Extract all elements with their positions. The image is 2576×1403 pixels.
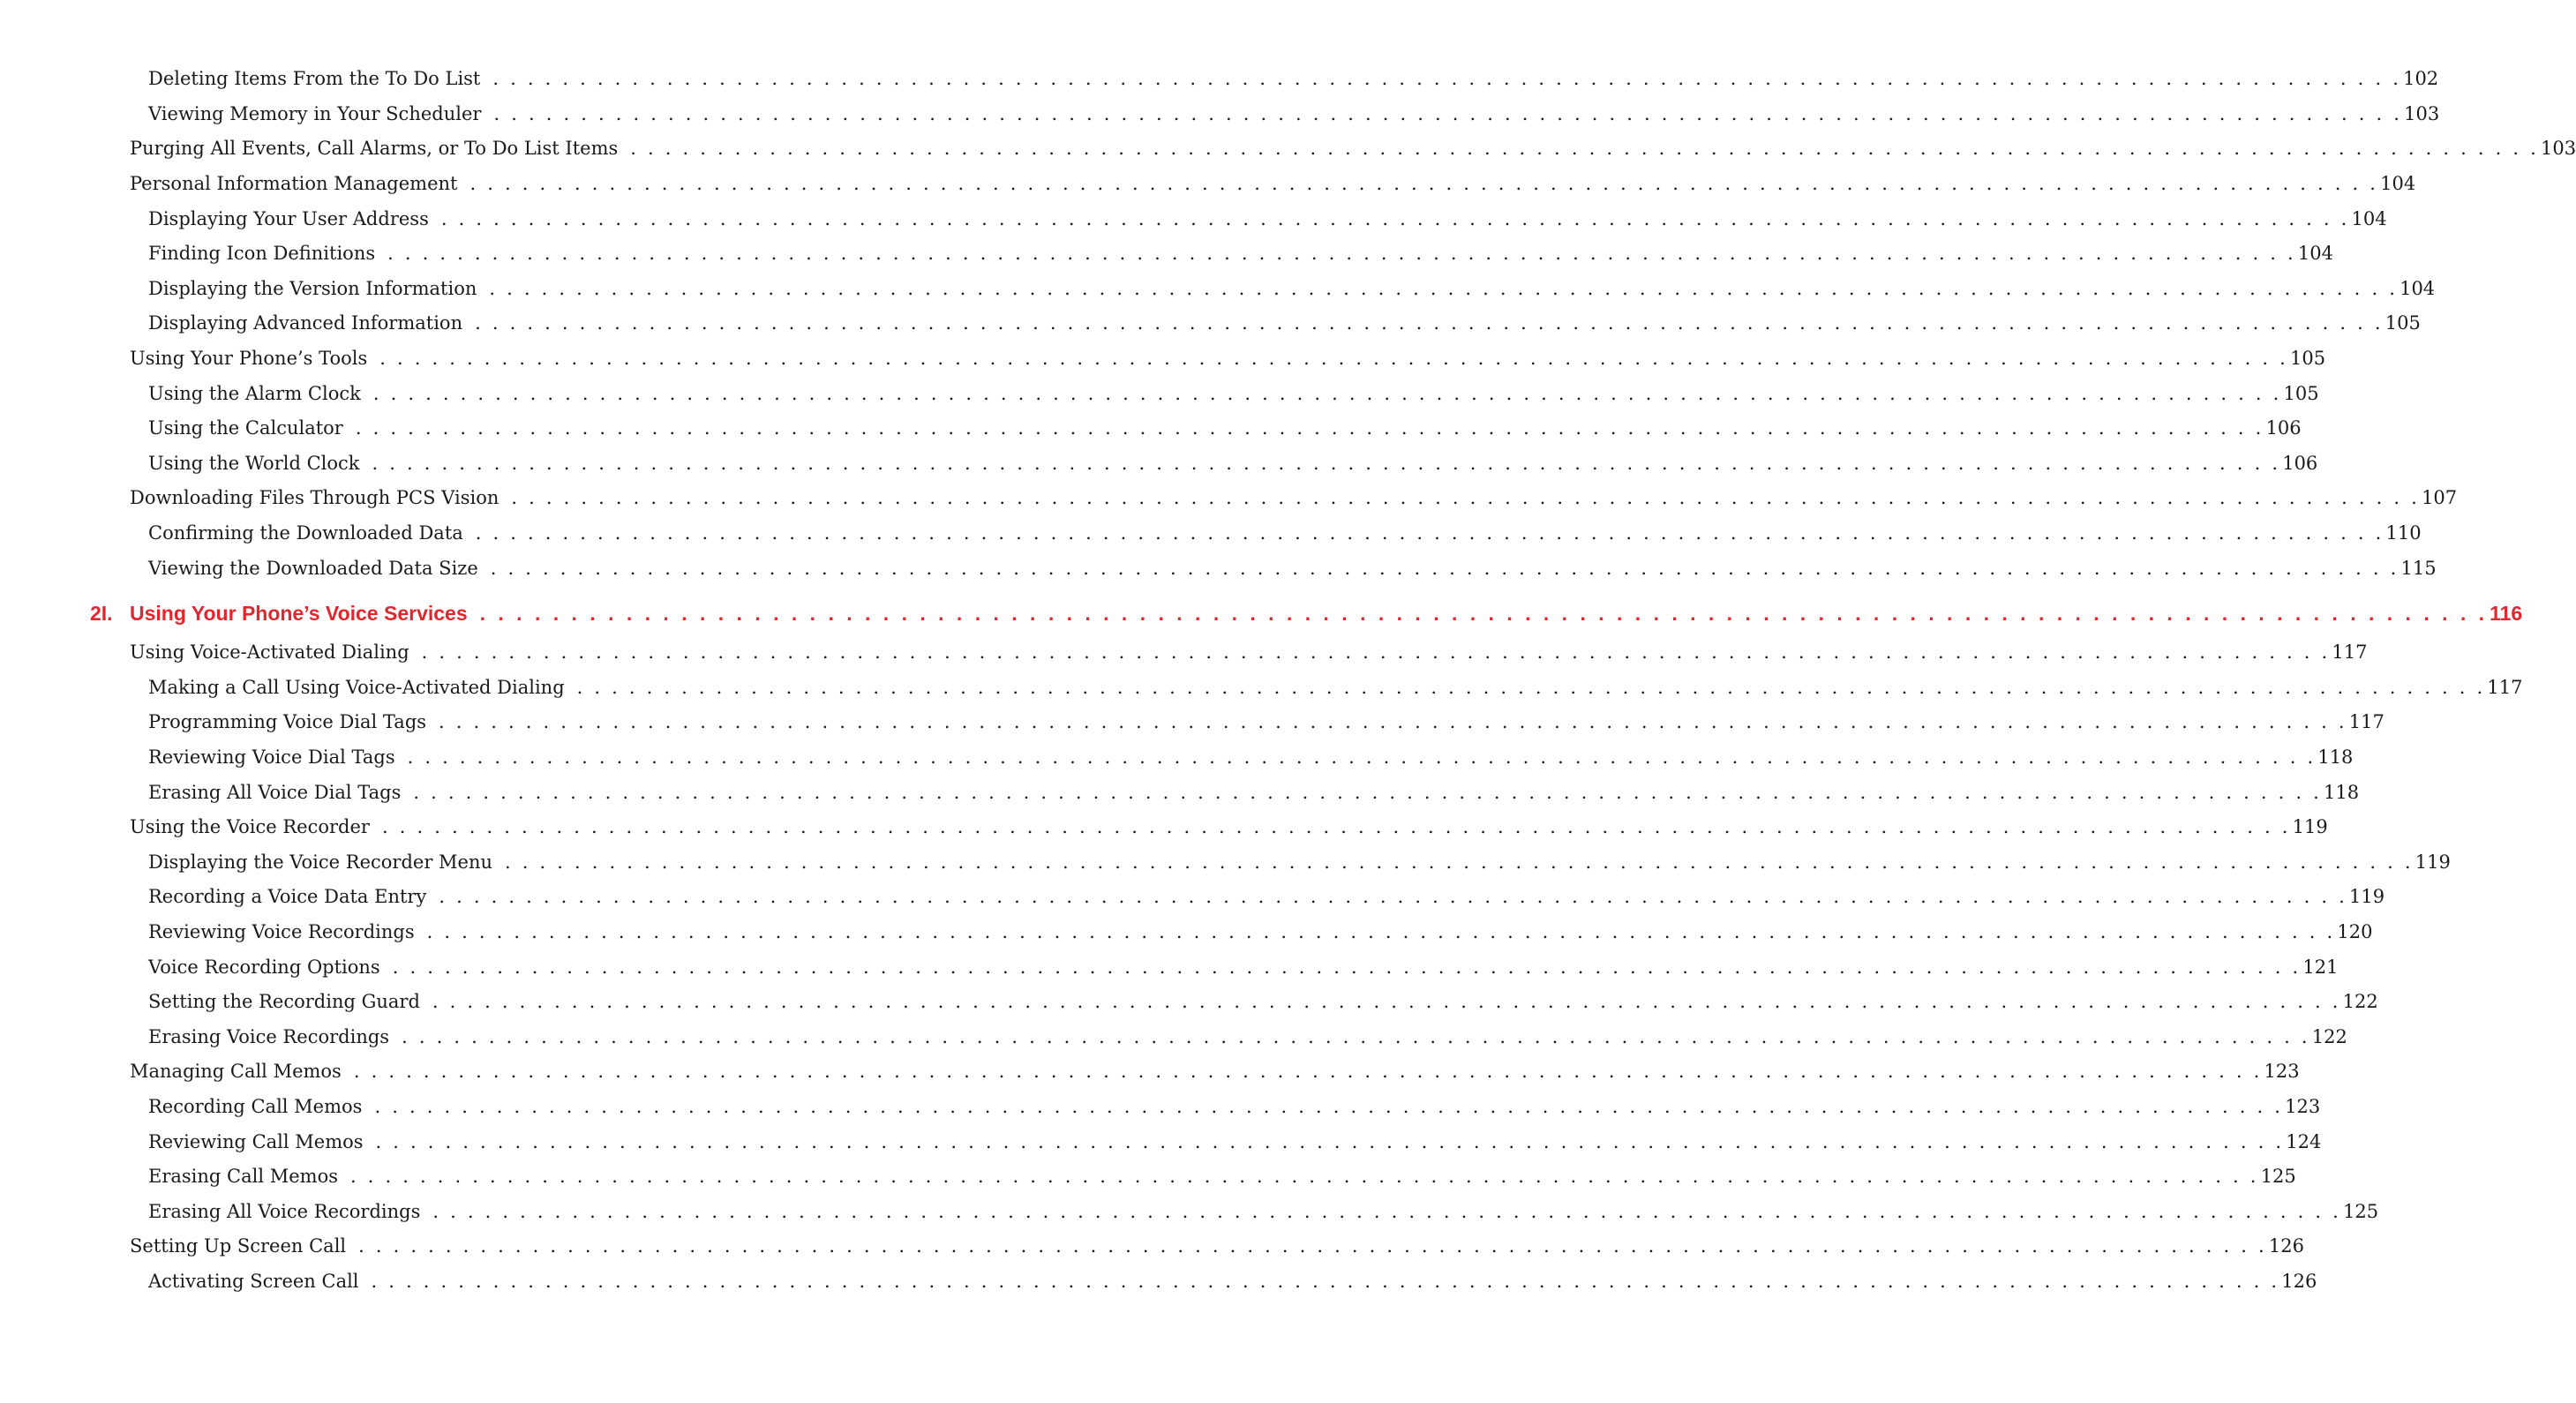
toc-entry-page: 106: [2282, 452, 2318, 474]
toc-entry-page: 102: [2403, 68, 2439, 90]
toc-entry[interactable]: [0, 1090, 2321, 1125]
toc-entry-page: 119: [2292, 816, 2328, 838]
toc-entry-title: Erasing All Voice Recordings: [148, 1200, 421, 1222]
chapter-number: 2I.: [90, 602, 113, 626]
toc-entry-page: 125: [2343, 1200, 2379, 1222]
dot-leader: . . . . . . . . . . . . . . . . . . . . . . . . . . . . . . . . . . . . . . . . . . . . . . . . . . . . . . . . . . . . . . . . . . . . . . . . . . . . . . . . . . . . . . . . . . . . . . . . . . . . . . . . . . . . . .: [475, 522, 2384, 544]
dot-leader: . . . . . . . . . . . . . . . . . . . . . . . . . . . . . . . . . . . . . . . . . . . . . . . . . . . . . . . . . . . . . . . . . . . . . . . . . . . . . . . . . . . . . . . . . . . . . . . . . . . . . . . . . . . . . .: [492, 68, 2402, 90]
toc-entry-title: Using the Alarm Clock: [148, 382, 361, 404]
dot-leader: . . . . . . . . . . . . . . . . . . . . . . . . . . . . . . . . . . . . . . . . . . . . . . . . . . . . . . . . . . . . . . . . . . . . . . . . . . . . . . . . . . . . . . . . . . . . . . . . . . . . . . . . . . . . . .: [493, 102, 2403, 124]
toc-entry[interactable]: [0, 844, 2451, 880]
toc-entry[interactable]: [0, 236, 2333, 272]
toc-entry-page: 126: [2281, 1270, 2317, 1292]
toc-entry-page: 117: [2487, 676, 2523, 698]
toc-entry[interactable]: [0, 376, 2319, 411]
toc-entry-title: Voice Recording Options: [148, 956, 380, 978]
toc-entry[interactable]: [0, 201, 2387, 236]
toc-entry-page: 110: [2385, 522, 2422, 544]
toc-entry[interactable]: [0, 1019, 2347, 1054]
toc-entry-page: 115: [2400, 557, 2437, 579]
toc-entry-title: Setting the Recording Guard: [148, 991, 420, 1013]
toc-entry-page: 117: [2348, 711, 2384, 733]
dot-leader: . . . . . . . . . . . . . . . . . . . . . . . . . . . . . . . . . . . . . . . . . . . . . . . . . . . . . . . . . . . . . . . . . . . . . . . . . . . . . . . . . . . . . . . . . . . . . . . . . . . . . . . . . . . . . .: [576, 676, 2486, 698]
toc-entry-title: Purging All Events, Call Alarms, or To Do List Items: [130, 138, 619, 160]
toc-entry[interactable]: [0, 306, 2421, 341]
toc-entry[interactable]: [0, 167, 2416, 202]
toc-entry-title: Reviewing Voice Recordings: [148, 920, 415, 942]
toc-entry-page: 121: [2302, 956, 2339, 978]
chapter-page: 116: [2490, 602, 2523, 626]
toc-entry[interactable]: [0, 1264, 2317, 1300]
dot-leader: . . . . . . . . . . . . . . . . . . . . . . . . . . . . . . . . . . . . . . . . . . . . . . . . . . . . . . . . . . . . . . . . . . . . . . . . . . . . . . . . . . . . . . . . . . . . . . . . . . . . . . . . . . . . . .: [355, 417, 2264, 439]
chapter-title: Using Your Phone’s Voice Services: [130, 602, 468, 626]
toc-entry-title: Finding Icon Definitions: [148, 243, 376, 265]
toc-entry-title: Displaying Your User Address: [148, 207, 429, 229]
dot-leader: . . . . . . . . . . . . . . . . . . . . . . . . . . . . . . . . . . . . . . . . . . . . . . . . . . . . . . . . . . . . . . . . . . . . . . . . . . . . . . . . . . . . . . . . . . . . . . . . . . . . . . . . . . . . . .: [402, 1025, 2310, 1047]
toc-entry-title: Programming Voice Dial Tags: [148, 711, 427, 733]
dot-leader: . . . . . . . . . . . . . . . . . . . . . . . . . . . . . . . . . . . . . . . . . . . . . . . . . . . . . . . . . . . . . . . . . . . . . . . . . . . . . . . . . . . . . . . . . . . . . . . . . . . . . . . . . . . . . .: [392, 956, 2302, 978]
toc-entry[interactable]: [0, 516, 2422, 551]
dot-leader: . . . . . . . . . . . . . . . . . . . . . . . . . . . . . . . . . . . . . . . . . . . . . . . . . . . . . . . . . . . . . . . . . . . . . . . . . . . . . . . . . . . . . . . . . . . . . . . . . . . . . . . . . . . . . .: [387, 243, 2296, 265]
toc-entry-page: 123: [2264, 1061, 2300, 1083]
dot-leader: . . . . . . . . . . . . . . . . . . . . . . . . . . . . . . . . . . . . . . . . . . . . . . . . . . . . . . . . . . . . . . . . . . . . . . . . . . . . . . . . . . . . . . . . . . . . . . . . . . . . . . . . . . . . . .: [489, 277, 2399, 299]
toc-entry[interactable]: [0, 97, 2440, 132]
toc-entry-title: Deleting Items From the To Do List: [148, 68, 481, 90]
toc-entry-title: Managing Call Memos: [130, 1061, 342, 1083]
dot-leader: . . . . . . . . . . . . . . . . . . . . . . . . . . . . . . . . . . . . . . . . . . . . . . . . . . . . . . . . . . . . . . . . . . . . . . . . . . . . . . . . . . . . . . . . . . . . . . . . . . . . . . . . . . . . . .: [505, 851, 2414, 873]
toc-entry-title: Displaying the Voice Recorder Menu: [148, 851, 493, 873]
toc-entry-title: Activating Screen Call: [148, 1270, 359, 1292]
toc-entry[interactable]: [0, 671, 2523, 706]
toc-entry-page: 104: [2297, 243, 2333, 265]
dot-leader: . . . . . . . . . . . . . . . . . . . . . . . . . . . . . . . . . . . . . . . . . . . . . . . . . . . . . . . . . . . . . . . . . . . . . . . . . . . . . . . . . . . . . . . . . . . . . . . . . . . . . . . . . . . . . .: [432, 991, 2341, 1013]
dot-leader: . . . . . . . . . . . . . . . . . . . . . . . . . . . . . . . . . . . . . . . . . . . . . . . . . . . . . . . . . . . . . . . . . . . . . . . . . . . . . . . . . . . . . . . . . . . . . . . . . . . . . . . . . . . . . .: [371, 1270, 2280, 1292]
toc-entry[interactable]: [0, 1194, 2379, 1229]
toc-entry-title: Using the Calculator: [148, 417, 343, 439]
toc-entry[interactable]: [0, 810, 2328, 845]
toc-entry-page: 107: [2422, 487, 2458, 509]
toc-entry-title: Personal Information Management: [130, 173, 458, 195]
toc-entry[interactable]: [0, 411, 2302, 446]
dot-leader: . . . . . . . . . . . . . . . . . . . . . . . . . . . . . . . . . . . . . . . . . . . . . . . . . . . . . . . . . . . . . . . . . . . . . . . . . . . . . . . . . . . . . . . . . . . . . . . . . . . . . . . . . . . . . .: [490, 557, 2400, 579]
toc-entry[interactable]: [0, 62, 2439, 97]
toc-entry-page: 105: [2283, 382, 2319, 404]
dot-leader: . . . . . . . . . . . . . . . . . . . . . . . . . . . . . . . . . . . . . . . . . . . . . . . . . . . . . . . . . . . . . . . . . . . . . . . . . . . . . . . . . . . . . . . . . . . . . . . . . . . . . . . . . . . . . .: [511, 487, 2421, 509]
toc-entry[interactable]: [0, 985, 2378, 1020]
toc-entry[interactable]: [0, 740, 2354, 776]
toc-entry-title: Viewing the Downloaded Data Size: [148, 557, 478, 579]
toc-entry-page: 123: [2285, 1095, 2321, 1117]
toc-entry[interactable]: [0, 1159, 2296, 1195]
toc-entry-title: Displaying the Version Information: [148, 277, 477, 299]
dot-leader: . . . . . . . . . . . . . . . . . . . . . . . . . . . . . . . . . . . . . . . . . . . . . . . . . . . . . . . . . . . . . . . . . . . . . . . . . . . . . . . . . . . . . . . . . . . . . . . . . . . . . . . . . . . . . .: [479, 602, 2489, 626]
toc-entry-title: Displaying Advanced Information: [148, 312, 463, 334]
toc-entry-page: 103: [2404, 102, 2440, 124]
dot-leader: . . . . . . . . . . . . . . . . . . . . . . . . . . . . . . . . . . . . . . . . . . . . . . . . . . . . . . . . . . . . . . . . . . . . . . . . . . . . . . . . . . . . . . . . . . . . . . . . . . . . . . . . . . . . . .: [439, 711, 2347, 733]
toc-entry-page: 119: [2415, 851, 2451, 873]
dot-leader: . . . . . . . . . . . . . . . . . . . . . . . . . . . . . . . . . . . . . . . . . . . . . . . . . . . . . . . . . . . . . . . . . . . . . . . . . . . . . . . . . . . . . . . . . . . . . . . . . . . . . . . . . . . . . .: [349, 1166, 2259, 1188]
dot-leader: . . . . . . . . . . . . . . . . . . . . . . . . . . . . . . . . . . . . . . . . . . . . . . . . . . . . . . . . . . . . . . . . . . . . . . . . . . . . . . . . . . . . . . . . . . . . . . . . . . . . . . . . . . . . . .: [426, 920, 2336, 942]
toc-entry-page: 118: [2324, 781, 2360, 803]
dot-leader: . . . . . . . . . . . . . . . . . . . . . . . . . . . . . . . . . . . . . . . . . . . . . . . . . . . . . . . . . . . . . . . . . . . . . . . . . . . . . . . . . . . . . . . . . . . . . . . . . . . . . . . . . . . . . .: [353, 1061, 2263, 1083]
toc-entry[interactable]: [0, 915, 2373, 950]
toc-entry-page: 105: [2384, 312, 2421, 334]
dot-leader: . . . . . . . . . . . . . . . . . . . . . . . . . . . . . . . . . . . . . . . . . . . . . . . . . . . . . . . . . . . . . . . . . . . . . . . . . . . . . . . . . . . . . . . . . . . . . . . . . . . . . . . . . . . . . .: [440, 207, 2350, 229]
dot-leader: . . . . . . . . . . . . . . . . . . . . . . . . . . . . . . . . . . . . . . . . . . . . . . . . . . . . . . . . . . . . . . . . . . . . . . . . . . . . . . . . . . . . . . . . . . . . . . . . . . . . . . . . . . . . . .: [475, 312, 2384, 334]
dot-leader: . . . . . . . . . . . . . . . . . . . . . . . . . . . . . . . . . . . . . . . . . . . . . . . . . . . . . . . . . . . . . . . . . . . . . . . . . . . . . . . . . . . . . . . . . . . . . . . . . . . . . . . . . . . . . .: [432, 1200, 2342, 1222]
toc-entry[interactable]: [0, 131, 2576, 167]
toc-entry-title: Viewing Memory in Your Scheduler: [148, 102, 482, 124]
toc-entry-page: 103: [2540, 138, 2576, 160]
toc-entry-page: 104: [2351, 207, 2387, 229]
dot-leader: . . . . . . . . . . . . . . . . . . . . . . . . . . . . . . . . . . . . . . . . . . . . . . . . . . . . . . . . . . . . . . . . . . . . . . . . . . . . . . . . . . . . . . . . . . . . . . . . . . . . . . . . . . . . . .: [374, 1095, 2284, 1117]
toc-entry[interactable]: [0, 775, 2360, 810]
toc-entry-page: 106: [2265, 417, 2302, 439]
dot-leader: . . . . . . . . . . . . . . . . . . . . . . . . . . . . . . . . . . . . . . . . . . . . . . . . . . . . . . . . . . . . . . . . . . . . . . . . . . . . . . . . . . . . . . . . . . . . . . . . . . . . . . . . . . . . . .: [469, 173, 2379, 195]
toc-entry-page: 122: [2342, 991, 2378, 1013]
dot-leader: . . . . . . . . . . . . . . . . . . . . . . . . . . . . . . . . . . . . . . . . . . . . . . . . . . . . . . . . . . . . . . . . . . . . . . . . . . . . . . . . . . . . . . . . . . . . . . . . . . . . . . . . . . . . . .: [379, 348, 2288, 370]
toc-entry-page: 124: [2286, 1130, 2322, 1152]
dot-leader: . . . . . . . . . . . . . . . . . . . . . . . . . . . . . . . . . . . . . . . . . . . . . . . . . . . . . . . . . . . . . . . . . . . . . . . . . . . . . . . . . . . . . . . . . . . . . . . . . . . . . . . . . . . . . .: [372, 382, 2282, 404]
toc-entry-title: Recording Call Memos: [148, 1095, 363, 1117]
toc-entry[interactable]: [0, 551, 2437, 586]
dot-leader: . . . . . . . . . . . . . . . . . . . . . . . . . . . . . . . . . . . . . . . . . . . . . . . . . . . . . . . . . . . . . . . . . . . . . . . . . . . . . . . . . . . . . . . . . . . . . . . . . . . . . . . . . . . . . .: [375, 1130, 2285, 1152]
toc-entry-page: 126: [2268, 1235, 2304, 1257]
toc-entry-page: 118: [2317, 746, 2354, 768]
toc-entry-page: 122: [2311, 1025, 2347, 1047]
toc-entry-page: 120: [2337, 920, 2373, 942]
toc-entry-title: Using the World Clock: [148, 452, 360, 474]
dot-leader: . . . . . . . . . . . . . . . . . . . . . . . . . . . . . . . . . . . . . . . . . . . . . . . . . . . . . . . . . . . . . . . . . . . . . . . . . . . . . . . . . . . . . . . . . . . . . . . . . . . . . . . . . . . . . .: [381, 816, 2291, 838]
toc-entry-page: 105: [2290, 348, 2326, 370]
toc-chapter-heading[interactable]: [0, 593, 2523, 635]
table-of-contents: [0, 62, 2576, 1299]
toc-entry-title: Reviewing Voice Dial Tags: [148, 746, 395, 768]
dot-leader: . . . . . . . . . . . . . . . . . . . . . . . . . . . . . . . . . . . . . . . . . . . . . . . . . . . . . . . . . . . . . . . . . . . . . . . . . . . . . . . . . . . . . . . . . . . . . . . . . . . . . . . . . . . . . .: [421, 641, 2331, 664]
toc-entry-page: 119: [2349, 886, 2385, 908]
dot-leader: . . . . . . . . . . . . . . . . . . . . . . . . . . . . . . . . . . . . . . . . . . . . . . . . . . . . . . . . . . . . . . . . . . . . . . . . . . . . . . . . . . . . . . . . . . . . . . . . . . . . . . . . . . . . . .: [358, 1235, 2267, 1257]
toc-entry-title: Confirming the Downloaded Data: [148, 522, 463, 544]
toc-entry[interactable]: [0, 705, 2384, 740]
toc-entry[interactable]: [0, 341, 2326, 377]
toc-entry[interactable]: [0, 880, 2385, 915]
toc-entry-title: Setting Up Screen Call: [130, 1235, 347, 1257]
toc-entry[interactable]: [0, 481, 2458, 516]
toc-entry-page: 125: [2260, 1166, 2296, 1188]
toc-entry-title: Erasing Voice Recordings: [148, 1025, 390, 1047]
toc-entry[interactable]: [0, 1054, 2300, 1090]
dot-leader: . . . . . . . . . . . . . . . . . . . . . . . . . . . . . . . . . . . . . . . . . . . . . . . . . . . . . . . . . . . . . . . . . . . . . . . . . . . . . . . . . . . . . . . . . . . . . . . . . . . . . . . . . . . . . .: [413, 781, 2323, 803]
toc-entry[interactable]: [0, 1229, 2304, 1264]
toc-entry-page: 117: [2332, 641, 2368, 664]
toc-entry-title: Using the Voice Recorder: [130, 816, 370, 838]
toc-entry-page: 104: [2400, 277, 2436, 299]
toc-entry[interactable]: [0, 1124, 2322, 1159]
toc-entry-title: Making a Call Using Voice-Activated Dialing: [148, 676, 565, 698]
toc-entry-title: Erasing Call Memos: [148, 1166, 338, 1188]
toc-entry[interactable]: [0, 446, 2318, 482]
dot-leader: . . . . . . . . . . . . . . . . . . . . . . . . . . . . . . . . . . . . . . . . . . . . . . . . . . . . . . . . . . . . . . . . . . . . . . . . . . . . . . . . . . . . . . . . . . . . . . . . . . . . . . . . . . . . . .: [407, 746, 2317, 768]
toc-entry-title: Reviewing Call Memos: [148, 1130, 364, 1152]
dot-leader: . . . . . . . . . . . . . . . . . . . . . . . . . . . . . . . . . . . . . . . . . . . . . . . . . . . . . . . . . . . . . . . . . . . . . . . . . . . . . . . . . . . . . . . . . . . . . . . . . . . . . . . . . . . . . .: [439, 886, 2348, 908]
toc-entry[interactable]: [0, 949, 2339, 985]
toc-entry-title: Recording a Voice Data Entry: [148, 886, 427, 908]
toc-entry-page: 104: [2380, 173, 2416, 195]
toc-entry-title: Downloading Files Through PCS Vision: [130, 487, 499, 509]
dot-leader: . . . . . . . . . . . . . . . . . . . . . . . . . . . . . . . . . . . . . . . . . . . . . . . . . . . . . . . . . . . . . . . . . . . . . . . . . . . . . . . . . . . . . . . . . . . . . . . . . . . . . . . . . . . . . .: [630, 138, 2539, 160]
toc-entry-title: Using Your Phone’s Tools: [130, 348, 368, 370]
toc-entry-title: Using Voice-Activated Dialing: [130, 641, 409, 664]
toc-entry[interactable]: [0, 272, 2436, 307]
toc-entry[interactable]: [0, 635, 2368, 671]
toc-entry-title: Erasing All Voice Dial Tags: [148, 781, 402, 803]
dot-leader: . . . . . . . . . . . . . . . . . . . . . . . . . . . . . . . . . . . . . . . . . . . . . . . . . . . . . . . . . . . . . . . . . . . . . . . . . . . . . . . . . . . . . . . . . . . . . . . . . . . . . . . . . . . . . .: [372, 452, 2281, 474]
